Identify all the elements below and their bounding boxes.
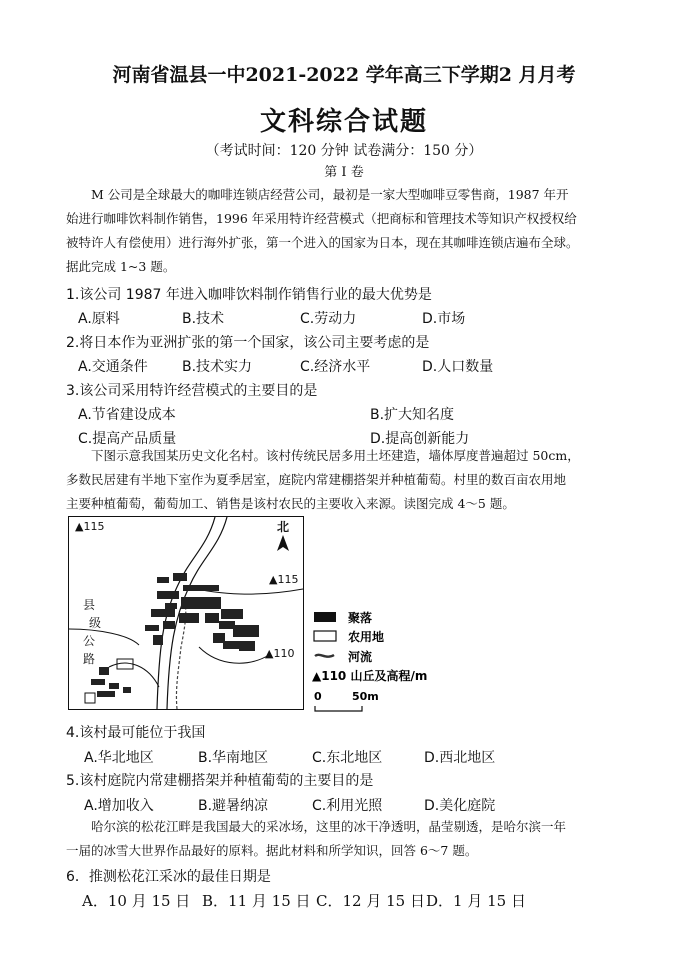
river-swatch [315, 655, 334, 657]
farmland-boundary [199, 647, 269, 663]
option-b[interactable]: B.华南地区 [198, 750, 269, 766]
scale-length: 50m [352, 690, 379, 703]
option-c[interactable]: C.东北地区 [312, 750, 383, 766]
option-d[interactable]: D．1 月 15 日 [426, 892, 526, 910]
passage-2-line: 多数民居建有半地下室作为夏季居室，庭院内常建棚搭架并种植葡萄。村里的数百亩农用地 [66, 472, 567, 487]
county-road [69, 629, 139, 645]
question-6-stem: 6．推测松花江采冰的最佳日期是 [66, 869, 271, 885]
passage-1-line: 始进行咖啡饮料制作销售，1996 年采用特许经营模式（把商标和管理技术等知识产权授权给 [66, 211, 577, 226]
option-b[interactable]: B.扩大知名度 [370, 407, 455, 423]
settlement-swatch [314, 612, 336, 622]
option-a[interactable]: A.原料 [78, 311, 120, 327]
village-map [68, 516, 304, 710]
passage-1-line: 据此完成 1~3 题。 [66, 259, 176, 274]
road-label-char: 公 [83, 634, 96, 648]
option-c[interactable]: C.经济水平 [300, 359, 371, 375]
peak-label: ▲115 [269, 573, 299, 586]
passage-3-line: 哈尔滨的松花江畔是我国最大的采冰场，这里的冰干净透明，晶莹剔透，是哈尔滨一年 [91, 819, 567, 834]
question-4-stem: 4.该村最可能位于我国 [66, 725, 206, 741]
question-1-stem: 1.该公司 1987 年进入咖啡饮料制作销售行业的最大优势是 [66, 287, 432, 303]
option-a[interactable]: A.华北地区 [84, 750, 154, 766]
option-d[interactable]: D.美化庭院 [424, 798, 496, 814]
peak-label: ▲110 [265, 647, 295, 660]
option-d[interactable]: D.市场 [422, 311, 466, 327]
option-c[interactable]: C.劳动力 [300, 311, 357, 327]
passage-2-line: 下图示意我国某历史文化名村。该村传统民居多用土坯建造，墙体厚度普遍超过 50cm， [91, 448, 580, 463]
legend-settlement: 聚落 [348, 611, 373, 625]
option-c[interactable]: C.利用光照 [312, 798, 383, 814]
option-b[interactable]: B.技术 [182, 311, 225, 327]
north-label: 北 [277, 520, 290, 534]
road-label-char: 县 [83, 598, 96, 612]
option-a[interactable]: A．10 月 15 日 [82, 892, 191, 910]
option-c[interactable]: C．12 月 15 日 [316, 892, 425, 910]
question-5-stem: 5.该村庭院内常建棚搭架并种植葡萄的主要目的是 [66, 773, 374, 789]
passage-1-line: M 公司是全球最大的咖啡连锁店经营公司，最初是一家大型咖啡豆零售商，1987 年开 [91, 187, 569, 202]
map-svg [69, 517, 303, 709]
option-b[interactable]: B．11 月 15 日 [202, 892, 311, 910]
legend-svg [312, 610, 512, 720]
north-arrow-icon [277, 535, 289, 551]
section-heading: 第 Ⅰ 卷 [324, 165, 364, 180]
legend-farmland: 农用地 [348, 630, 385, 644]
settlement-blocks [91, 573, 259, 697]
map-legend [312, 610, 512, 720]
option-a[interactable]: A.交通条件 [78, 359, 148, 375]
option-d[interactable]: D.人口数量 [422, 359, 494, 375]
option-c[interactable]: C.提高产品质量 [78, 431, 177, 447]
passage-3-line: 一届的冰雪大世界作品最好的原料。据此材料和所学知识，回答 6～7 题。 [66, 843, 478, 858]
option-a[interactable]: A.增加收入 [84, 798, 154, 814]
legend-river: 河流 [348, 650, 373, 664]
option-b[interactable]: B.技术实力 [182, 359, 253, 375]
question-2-stem: 2.将日本作为亚洲扩张的第一个国家，该公司主要考虑的是 [66, 335, 430, 351]
passage-1-line: 被特许人有偿使用）进行海外扩张，第一个进入的国家为日本，现在其咖啡连锁店遍布全球。 [66, 235, 579, 250]
farmland-swatch [314, 631, 336, 641]
peak-label: ▲115 [75, 520, 105, 533]
passage-2-line: 主要种植葡萄，葡萄加工、销售是该村农民的主要收入来源。读图完成 4～5 题。 [66, 496, 515, 511]
question-3-stem: 3.该公司采用特许经营模式的主要目的是 [66, 383, 318, 399]
paper-title: 文科综合试题 [259, 107, 428, 137]
option-a[interactable]: A.节省建设成本 [78, 407, 176, 423]
road-label-char: 级 [89, 616, 102, 630]
option-b[interactable]: B.避暑纳凉 [198, 798, 269, 814]
scale-zero: 0 [314, 690, 322, 703]
option-d[interactable]: D.提高创新能力 [370, 431, 470, 447]
scale-bar [315, 706, 362, 711]
exam-info: （考试时间：120 分钟 试卷满分：150 分） [205, 143, 483, 159]
road-label-char: 路 [83, 652, 96, 666]
legend-hill: ▲110 山丘及高程/m [312, 669, 428, 683]
option-d[interactable]: D.西北地区 [424, 750, 496, 766]
exam-title: 河南省温县一中2021-2022 学年高三下学期2 月月考 [112, 64, 576, 86]
